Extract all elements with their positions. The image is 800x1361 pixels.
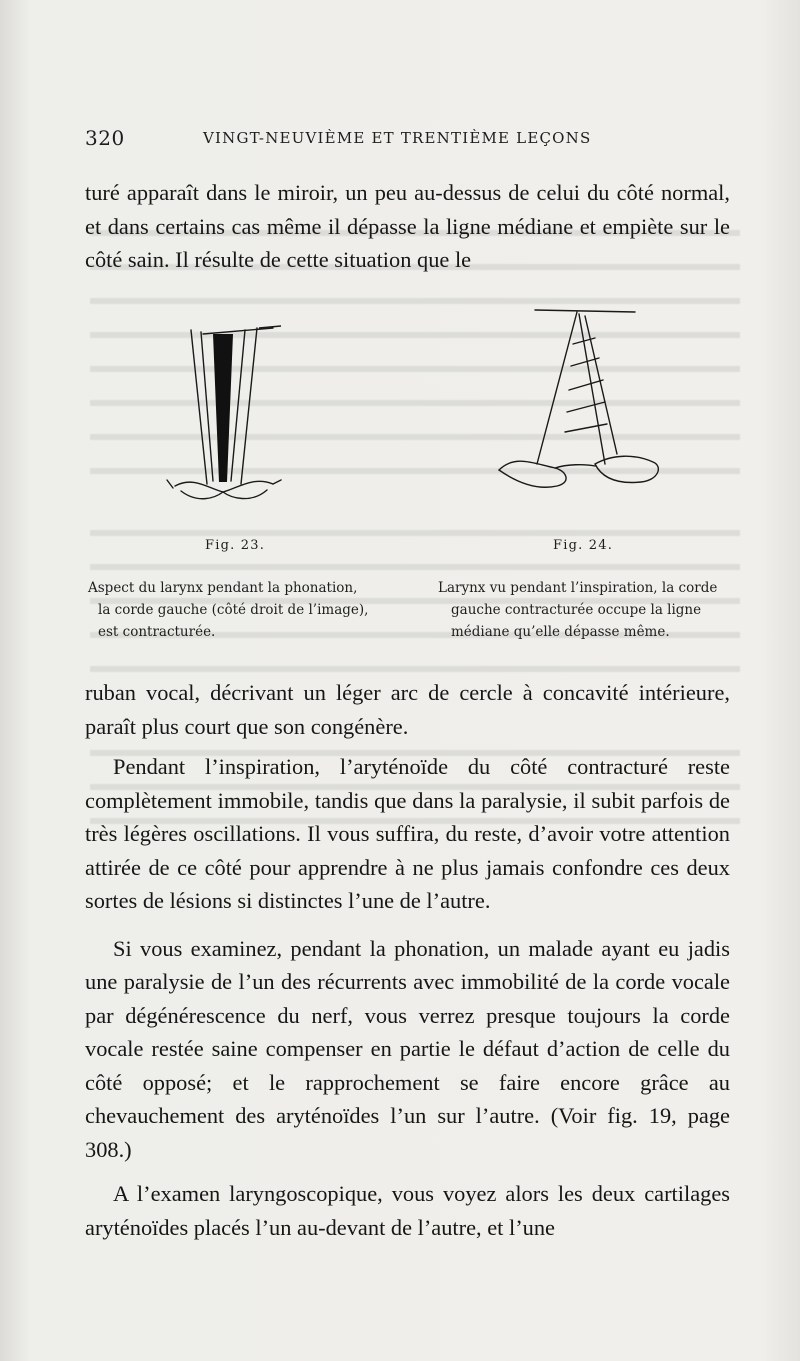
bleed-line — [90, 666, 740, 672]
paragraph: turé apparaît dans le miroir, un peu au-dessus de celui du côté normal, et dans certains cas même il dépasse la ligne médiane et empiète sur le côté sain. Il résulte de cette situation que le — [85, 180, 730, 272]
caption-line: Larynx vu pendant l’inspiration, la corde — [438, 580, 718, 596]
figure-24-label: Fig. 24. — [553, 538, 614, 553]
figure-23-caption — [88, 577, 398, 643]
running-title: VINGT-NEUVIÈME ET TRENTIÈME LEÇONS — [203, 129, 592, 147]
caption-line: la corde gauche (côté droit de l’image), — [98, 602, 369, 618]
paragraph: A l’examen laryngoscopique, vous voyez alors les deux cartilages aryténoïdes placés l’un au-devant de l’autre, et l’une — [85, 1181, 730, 1240]
epiglottis-line — [535, 310, 635, 312]
epiglottis-line — [203, 328, 273, 334]
right-arytenoid — [595, 456, 658, 482]
body-text-top — [85, 176, 730, 277]
striation — [565, 424, 607, 432]
left-arytenoid — [499, 461, 566, 487]
striation — [569, 380, 603, 390]
posterior-commissure — [555, 465, 595, 468]
paragraph: ruban vocal, décrivant un léger arc de cercle à concavité intérieure, paraît plus court que son congénère. — [85, 680, 730, 739]
arytenoid-top — [175, 481, 273, 492]
figure-24-caption — [438, 577, 733, 643]
glottis-slit — [213, 334, 233, 482]
paragraph: Pendant l’inspiration, l’aryténoïde du côté contracturé reste complètement immobile, tandis que dans la paralysie, il subit parfois de très légères oscillations. Il vous suffira, du reste, d’avoir votre attention attirée de ce côté pour apprendre à ne plus jamais confondre ces deux sortes de lésions si distinctes l’une de l’autre. — [85, 754, 730, 913]
caption-line: Aspect du larynx pendant la phonation, — [88, 580, 358, 596]
right-fold — [579, 314, 605, 464]
right-inner-fold — [231, 330, 245, 481]
body-text-bottom — [85, 676, 730, 1244]
caption-line: gauche contracturée occupe la ligne — [451, 602, 702, 618]
left-inner-fold — [201, 332, 213, 481]
page-header — [85, 126, 735, 156]
left-fold — [537, 312, 577, 464]
figure-23-label: Fig. 23. — [205, 538, 266, 553]
right-outer-fold — [585, 316, 617, 454]
page-number: 320 — [85, 126, 125, 150]
striation — [567, 402, 605, 412]
figure-24-illustration — [495, 304, 665, 494]
arytenoid-right-edge — [273, 480, 281, 484]
striation — [571, 358, 599, 366]
left-outer-fold — [191, 330, 207, 484]
bleed-line — [90, 530, 740, 536]
epiglottis-extension — [259, 326, 281, 328]
caption-line: est contracturée. — [98, 624, 216, 640]
paragraph: Si vous examinez, pendant la phonation, un malade ayant eu jadis une paralysie de l’un des récurrents avec immobilité de la corde vocale par dégénérescence du nerf, vous verrez presque toujours la corde vocale restée saine compenser en partie le défaut d’action de celle du côté opposé; et le rapprochement se faire encore grâce au chevauchement des aryténoïdes l’un sur l’autre. (Voir fig. 19, page 308.) — [85, 935, 730, 1162]
caption-line: médiane qu’elle dépasse même. — [451, 624, 670, 640]
bleed-line — [90, 564, 740, 570]
figure-23-illustration — [163, 316, 283, 506]
arytenoid-left-edge — [167, 480, 173, 488]
